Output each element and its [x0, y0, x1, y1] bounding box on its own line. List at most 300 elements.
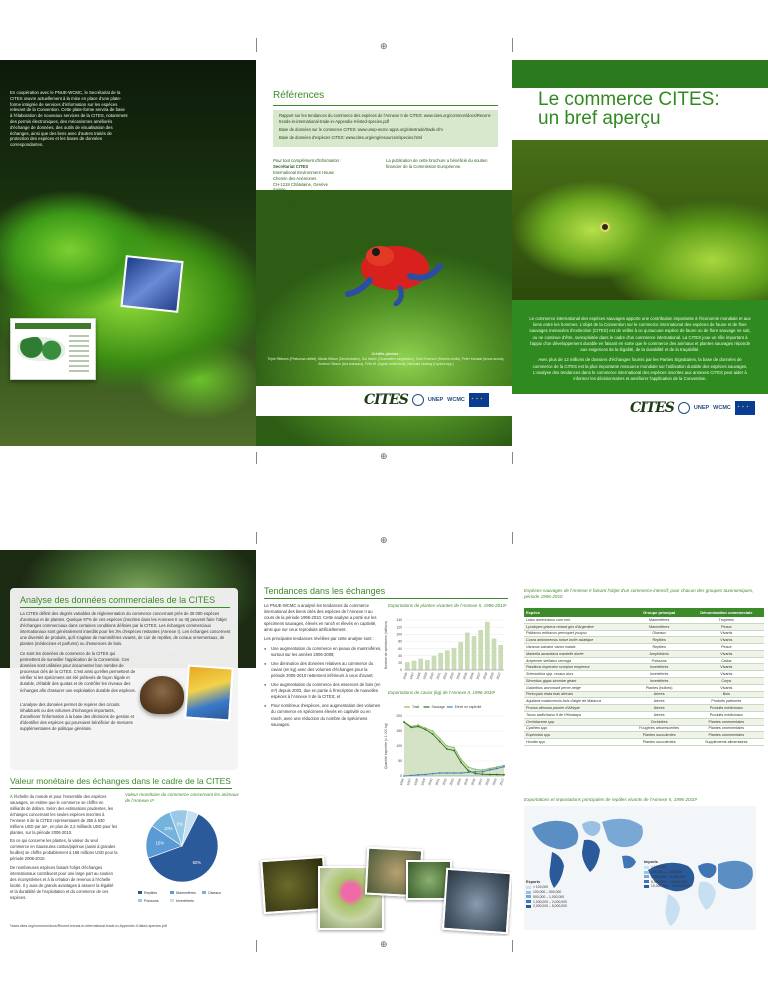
table-cell: Vivants [689, 637, 764, 644]
bar-chart-title: Exportations de plantes vivantes de l'Annexe II, 1996-2010¹ [388, 603, 507, 608]
point-Sauvage-1998 [417, 726, 419, 728]
y-tick-label: 120 [396, 625, 402, 630]
x-tick-label: 2005 [462, 671, 469, 681]
tendances-paragraph: Le PNUE-WCMC a analysé les tendances du commerce international des biens cités des espèces de l'Annexe II au cours de la période 1996-2010. Cette analyse a porté sur les spécimens sauvages, élevés en ranch et élevés en captivité, ainsi que sur ceux reproduits artificiellement. [264, 603, 377, 633]
panel-tendances [256, 550, 512, 936]
table-cell: Arbres [630, 711, 689, 718]
web-platform-screenshot [10, 318, 96, 380]
eu-flag-icon [735, 401, 755, 415]
tendances-list [264, 646, 382, 728]
divider [273, 105, 498, 106]
y-tick-label: 200 [396, 714, 402, 719]
slice-label: 62% [192, 860, 201, 866]
x-tick-label: 2008 [482, 671, 489, 681]
table-cell: Orchidées [630, 718, 689, 725]
point-Elevé en captivité-2007 [482, 771, 484, 773]
table-cell: Invertébrés [630, 678, 689, 685]
slice-label: 15% [155, 840, 165, 846]
x-tick-label: 2009 [491, 777, 498, 787]
line-chart [384, 702, 508, 792]
bar-2010 [498, 645, 503, 670]
cover-title-line: Le commerce CITES: [538, 89, 720, 110]
legend-label: 500,000 – 1,000,000 [533, 894, 565, 899]
table-cell: Prunus africana prunier d'Afrique [524, 705, 630, 712]
point-Total-2005 [467, 766, 469, 768]
table-row [524, 664, 764, 671]
un-emblem-icon [412, 394, 424, 406]
logo-strip [512, 394, 768, 424]
point-Total-2003 [453, 747, 455, 749]
pie-chart [138, 806, 238, 914]
table-cell: Vivants [689, 671, 764, 678]
list-item: ● Une augmentation du commerce en peaux de mammifères, surtout sur les années 2006-2008; [264, 646, 382, 658]
table-row [524, 630, 764, 637]
bear-photo [140, 676, 184, 714]
intro-text: En coopération avec le PNUE-WCMC, le Secrétariat de la CITES œuvre actuellement à la mise en place d'une plate-forme intégrée de services d'information sur les espèces relevant de la Convention. Cette plate-forme servira de base à l'élaboration de nouveaux services de la CITES, notamment des permis électroniques, des mécanismes améliorés d'échange de données, des outils de visualisation des échanges, ainsi que des liens avec d'autres traités de protection des espèces et les bases de données correspondantes. [10, 90, 128, 148]
photo-collage [256, 840, 512, 936]
x-tick-label: 1996 [402, 671, 409, 681]
contact-line: Secrétariat CITES [273, 163, 309, 169]
crop-tick [512, 38, 513, 52]
table-cell: Peaux [689, 644, 764, 651]
legend-swatch [138, 891, 142, 894]
legend-label: Invertébrés [176, 899, 194, 903]
table-cell: Caviar [689, 657, 764, 664]
table-cell: Psittacus erithacus perroquet youyou [524, 630, 630, 637]
photo-credits-title: Crédits photos : [371, 352, 401, 356]
table-cell: Peaux [689, 623, 764, 630]
references-box [273, 110, 498, 147]
unep-logo: UNEP [693, 405, 710, 411]
table-cell: Aquilaria malaccensis bois d'aigle de Malacca [524, 698, 630, 705]
legend-entry [526, 904, 567, 909]
cover-summary [512, 300, 768, 394]
point-Sauvage-2010 [503, 774, 505, 776]
legend-label: Mammifères [176, 891, 196, 895]
point-Sauvage-1999 [425, 729, 427, 731]
point-Sauvage-2004 [460, 762, 462, 764]
table-row [524, 637, 764, 644]
un-emblem-icon [678, 402, 690, 414]
bar-2004 [458, 642, 463, 670]
wcmc-logo: WCMC [447, 397, 465, 403]
point-Elevé en captivité-2005 [467, 772, 469, 774]
table-cell: Poissons [630, 657, 689, 664]
bar-2006 [472, 636, 477, 670]
x-tick-label: 1997 [405, 777, 413, 787]
x-tick-label: 2006 [468, 671, 475, 681]
crop-mark: ⊕ [380, 452, 388, 462]
legend-label: < 100,000 [651, 865, 667, 870]
table-cell: Invertébrés [630, 664, 689, 671]
x-tick-label: 2010 [498, 777, 505, 787]
panel-references [256, 60, 512, 446]
table-cell: Strombus gigas strombe géant [524, 678, 630, 685]
valeur-text [10, 794, 118, 904]
bar-2007 [478, 630, 483, 670]
point-Total-2002 [446, 745, 448, 747]
iguana-photo [442, 868, 512, 934]
table-cell: Trophées [689, 617, 764, 623]
table-caption: Espèces sauvages de l'Annexe II faisant l'objet d'un commerce intensif, pour chacun des groupes taxonomiques, période 1996-2010 [524, 588, 754, 599]
cover-top-bar [512, 60, 768, 88]
legend-label: 5,000,000 – 10,000,000 [651, 879, 687, 884]
x-tick-label: 2002 [441, 777, 448, 787]
legend-swatch [138, 899, 142, 902]
contact-block [273, 158, 381, 211]
y-tick-label: 20 [398, 661, 402, 666]
divider [20, 607, 230, 608]
slice-label: 8% [176, 821, 183, 827]
list-item: ● Pour nombreux d'espèces, une augmentation des volumes du commerce en spécimens élevés en captivité ou en ranch, avec une réduction du nombre de spécimens sauvages. [264, 703, 382, 727]
x-tick-label: 2008 [484, 777, 491, 787]
y-tick-label: 50 [398, 759, 402, 764]
table-cell: Lotus americanus cum noir [524, 617, 630, 623]
bar-2008 [485, 622, 490, 670]
x-tick-label: 2003 [448, 671, 455, 681]
table-header-row [524, 608, 764, 617]
table-cell: Bois [689, 691, 764, 698]
maps-caption: Exportations et importations principales de reptiles vivants de l'Annexe II, 1996-2010¹ [524, 797, 698, 802]
table-cell: Pericopsis elata teak africain [524, 691, 630, 698]
reference-trade-db[interactable]: Base de données sur le commerce CITES: www.unep-wcmc-apps.org/citestrade/trade.cfm [279, 127, 443, 133]
legend-label: Total [412, 705, 420, 710]
list-item: ● Une augmentation du commerce des essences de bois (en m³) depuis 2003, due en partie à l'inscription de nouvelles espèces à l'Annexe II de la CITES; et [264, 682, 382, 700]
table-cell: Pandinus imperator scorpion empereur [524, 664, 630, 671]
parrot-photo [184, 664, 234, 721]
point-Elevé en captivité-2000 [432, 773, 434, 775]
point-Sauvage-2001 [439, 741, 441, 743]
table-row [524, 725, 764, 732]
table-cell: Varanus salvator varan malais [524, 644, 630, 651]
analyse-paragraph: Ce sont les données de commerce de la CITES qui permettent de surveiller l'application de la Convention. Ces données sont utilisées pour documenter bon nombre de processus clés de la CITES. C'est ainsi qu'elles permettent de vérifier si les spécimens ont été prélevés de façon légale et durable, d'établir des quotas et de contrôler les niveaux des échanges afin d'assurer une exploitation durable des espèces. [20, 651, 136, 693]
logo-row [630, 400, 755, 416]
table-cell: Plantes succulentes [630, 739, 689, 746]
table-cell: Plantes ornementales [689, 732, 764, 739]
table-row [524, 705, 764, 712]
point-Elevé en captivité-2001 [439, 772, 441, 774]
tendances-text [264, 603, 382, 731]
footnote[interactable]: ¹www.cites.org/common/docs/Recent-trends-in-international-trade-in-Appendix-II-listed-species.pdf [10, 924, 167, 928]
photo-credits [264, 352, 508, 367]
x-tick-label: 2001 [435, 671, 442, 681]
table-cell: Produits parfumés [689, 698, 764, 705]
table-cell: Hoodia spp. [524, 739, 630, 746]
table-cell: Plantes ornementales [689, 725, 764, 732]
x-tick-label: 2002 [442, 671, 449, 681]
y-axis-label: Nombre de spécimens (millions) [384, 620, 388, 670]
y-tick-label: 40 [398, 653, 402, 658]
crop-tick [512, 532, 513, 544]
table-cell: Mantella aurantiaca mantelle dorée [524, 650, 630, 657]
imports-legend-title: Imports [644, 860, 658, 864]
reference-species-db[interactable]: Base de données d'espèces CITES: www.cites.org/eng/resources/species.html [279, 135, 422, 141]
y-tick-label: 100 [396, 632, 402, 637]
chameleon-inset-photo [120, 255, 183, 313]
point-Elevé en captivité-2010 [503, 766, 505, 768]
point-Sauvage-2006 [475, 773, 477, 775]
legend-label: < 100,000 [533, 885, 549, 890]
table-cell: Plantes ornementales [689, 718, 764, 725]
point-Sauvage-2009 [496, 774, 498, 776]
table-row [524, 718, 764, 725]
panel-analyse [0, 550, 256, 936]
y-tick-label: 150 [396, 729, 402, 734]
bar-2005 [465, 633, 470, 671]
point-Total-2000 [432, 730, 434, 732]
area-total [404, 722, 504, 776]
divider [10, 788, 232, 789]
table-cell: Vivants [689, 664, 764, 671]
valeur-paragraph: En ce qui concerne les plantes, la valeur du seul commerce en Saussurea costus/piprinus (aussi à grandes feuilles) se chiffre probablement à 168 millions USD pour la période 2006-2010. [10, 838, 118, 862]
table-cell: Vivants [689, 684, 764, 691]
table-cell: Reptiles [630, 644, 689, 651]
table-cell: Produits médicinaux [689, 711, 764, 718]
table-cell: Euphorbia spp. [524, 732, 630, 739]
table-cell: Plantes succulentes [630, 732, 689, 739]
unep-logo: UNEP [427, 397, 444, 403]
cover-paragraph: Avec plus de 12 millions de dossiers d'échanges fournis par les Parties Signataires, la base de données de commerce de la CITES est la plus importante ressource mondiale sur l'utilisation durable des espèces sauvages. L'analyse des tendances dans le commerce international des espèces inscrites aux annexes CITES peut aider à informer les décisionnaires et améliorer l'application de la Convention. [532, 357, 748, 381]
table-cell: Taxus wallichiana If de l'Himalaya [524, 711, 630, 718]
legend-swatch [170, 891, 174, 894]
crop-tick [256, 532, 257, 544]
point-Sauvage-2005 [467, 770, 469, 772]
table-cell: Cyathea spp. [524, 725, 630, 732]
point-Sauvage-2003 [453, 750, 455, 752]
photo-credits-text: Triple Ribbons (Phelsuma rattleii), Nikola Wilson (Dendrobates), Gui Martin (Chamaeleo calyptratus), Todd Emerson (Morelia viridis), Peter Kamaal (Ursus arctos), Andrew Gibson (Ara ararauna), Felix W. (Agave americana), Nicholas Lindsay (Cyclura spp.) [267, 357, 505, 366]
pie-caption: Valeur monétaire du commerce concernant les animaux de l'Annexe II¹ [125, 792, 239, 803]
column-header: Groupe principal [630, 608, 689, 617]
y-tick-label: 60 [398, 646, 402, 651]
analyse-paragraph: L'analyse des données permet de repérer des circuits inhabituels ou des volumes d'échanges importants, d'améliorer l'information à la base des décisions de gestion et d'identifier des espèces qui pourraient bénéficier de mesures supplémentaires de politique générale. [20, 702, 135, 732]
crop-tick [512, 940, 513, 952]
valeur-title: Valeur monétaire des échanges dans le cadre de la CITES [10, 776, 231, 786]
world-maps [524, 806, 756, 930]
tendances-title: Tendances dans les échanges [264, 586, 386, 596]
table-cell: Orchidaceae spp. [524, 718, 630, 725]
cites-logo: CITES [630, 400, 674, 416]
y-tick-label: 0 [400, 668, 402, 673]
screenshot-header [15, 323, 91, 329]
eu-flag-icon [469, 393, 489, 407]
point-Elevé en captivité-2008 [489, 769, 491, 771]
legend-label: 100,000 – 500,000 [533, 890, 562, 895]
references-title: Références [273, 90, 325, 101]
table-cell: Cuora amboinensis tortue boîte asiatique [524, 637, 630, 644]
x-tick-label: 2003 [448, 777, 455, 787]
valeur-paragraph: De nombreuses espèces faisant l'objet d'échanges internationaux contribuent pour une large part au soutien des écosystèmes et à la création de revenus à l'échelle locale. Il y aura de grands avantages à assurer la légalité et la durabilité de l'exploitation et du commerce de ces espèces. [10, 865, 114, 900]
point-Total-2004 [460, 759, 462, 761]
table-cell: Corps [689, 678, 764, 685]
legend-swatch [202, 891, 206, 894]
screenshot-map [17, 337, 65, 361]
contact-line: Suisse [273, 187, 286, 193]
point-Total-2006 [475, 769, 477, 771]
table-cell: Mammifères [630, 623, 689, 630]
point-Elevé en captivité-2004 [460, 772, 462, 774]
point-Sauvage-2008 [489, 774, 491, 776]
table-row [524, 711, 764, 718]
logo-row [364, 392, 489, 408]
contact-line: Tel: +41-(0)22-917-81-39/40 [273, 193, 326, 199]
table-row [524, 671, 764, 678]
x-tick-label: 2001 [434, 777, 441, 787]
crop-mark: ⊕ [380, 42, 388, 52]
x-tick-label: 2004 [455, 777, 463, 787]
crop-tick [256, 940, 257, 952]
table-cell: Arbres [630, 705, 689, 712]
point-Elevé en captivité-2002 [446, 772, 448, 774]
snake-eye [600, 222, 610, 232]
crop-tick [512, 452, 513, 464]
table-row [524, 739, 764, 746]
legend-label: Poissons [144, 899, 159, 903]
table-cell: Arbres [630, 691, 689, 698]
bar-1999 [425, 660, 430, 670]
bar-1996 [405, 662, 410, 670]
reference-rapport[interactable]: Rapport sur les tendances du commerce des espèces de l'Annexe II de CITES: www.cites.org/common/docs/Recent-trends-in-international-trade-in-Appendix-II-listed-species.pdf [279, 113, 492, 125]
wcmc-logo: WCMC [713, 405, 731, 411]
bar-2009 [492, 639, 497, 670]
point-Sauvage-2000 [432, 733, 434, 735]
species-table [524, 608, 764, 746]
table-cell: Vivants [689, 650, 764, 657]
legend-entry [644, 884, 689, 889]
valeur-paragraph: À l'échelle du monde et pour l'ensemble des espèces sauvages, on estime que le commerce se chiffre en milliards de dollars. Selon des estimations prudentes, les échanges concernant les seules espèces inscrites à l'Annexe II de la CITES représentaient de 355 à 530 millions USD par an¹, en plus de 2,2 milliards USD pour les plantes, sur la période 2006-2010. [10, 794, 118, 835]
logo-strip [256, 386, 512, 416]
panel-species-table [512, 550, 768, 936]
x-tick-label: 2007 [477, 777, 484, 787]
point-Total-2001 [439, 738, 441, 740]
table-cell: Mammifères [630, 617, 689, 623]
crop-tick [256, 452, 257, 464]
legend-label: 1,000,000 – 2,000,000 [533, 899, 567, 904]
point-Sauvage-2002 [446, 748, 448, 750]
table-cell: Suppléments alimentaires [689, 739, 764, 746]
snake-photo [512, 140, 768, 300]
table-row [524, 684, 764, 691]
legend-label: 1,000,000 – 5,000,000 [651, 874, 685, 879]
contact-line: Fax: +41-(0)22-797-34-17 [273, 199, 322, 205]
cover-title [538, 90, 720, 129]
x-tick-label: 2006 [470, 777, 477, 787]
legend-label: 100,000 – 1,000,000 [651, 870, 683, 875]
table-body [524, 617, 764, 745]
table-cell: Oiseaux [630, 630, 689, 637]
table-cell: Lycalopex griseus renard gris d'Argentine [524, 623, 630, 630]
contact-line: CH-1219 Châtelaine, Genève [273, 181, 328, 187]
contact-line: Pour tout complément d'information : [273, 158, 342, 163]
exports-legend [526, 880, 567, 909]
point-Elevé en captivité-2003 [453, 772, 455, 774]
table-row [524, 623, 764, 630]
x-tick-label: 2000 [428, 671, 435, 681]
crop-mark: ⊕ [380, 536, 388, 546]
point-Elevé en captivité-2009 [496, 768, 498, 770]
point-Elevé en captivité-1998 [417, 774, 419, 776]
line-chart-title: Exportations de caviar (kg) de l'Annexe II, 1996-2010¹ [388, 690, 496, 695]
table-cell: Galanthus woronowii perce-neige [524, 684, 630, 691]
column-header: Espèce [524, 608, 630, 617]
table-row [524, 698, 764, 705]
y-axis-label: Quantité exportée (x 1 000 kg) [384, 723, 388, 769]
table-row [524, 678, 764, 685]
screenshot-sidebar [69, 335, 89, 373]
column-header: Dénomination commerciale [689, 608, 764, 617]
x-tick-label: 2007 [475, 671, 482, 681]
legend-label: Elevé en captivité [454, 705, 482, 710]
x-tick-label: 2005 [463, 777, 470, 787]
exports-legend-title: Exports [526, 880, 541, 884]
x-tick-label: 1996 [398, 777, 405, 787]
table-row [524, 644, 764, 651]
contact-email[interactable]: Email: info@cites.org [273, 205, 313, 210]
legend-label: 2,000,000 – 5,000,000 [533, 904, 567, 909]
table-cell: Produits médicinaux [689, 705, 764, 712]
table-cell: Plantes (bulbes) [630, 684, 689, 691]
point-Elevé en captivité-1999 [425, 774, 427, 776]
point-Total-2007 [482, 769, 484, 771]
analyse-paragraph: La CITES définit des degrés variables de réglementation du commerce concernant près de 35 000 espèces d'animaux et de plantes. Quelque 97% de ces espèces (inscrites dans les Annexes II ou III) peuvent faire l'objet d'échanges commerciaux dans certaines conditions définies par la CITES. Les échanges commerciaux internationaux sont généralement interdits pour les 3% d'espèces restantes (Annexe I). Les échanges concernent une diversité de produits, qu'il s'agisse de mammifères vivants, de cuir de reptiles, de coraux ornementaux, de plantes (médecines et parfums) ou d'essences de bois. [20, 611, 231, 647]
x-tick-label: 1998 [415, 671, 422, 681]
table-cell: Amphibiens [630, 650, 689, 657]
analyse-title: Analyse des données commerciales de la CITES [20, 595, 216, 605]
legend-label: 10,000,000 – 15,000,000 [651, 884, 689, 889]
x-tick-label: 1999 [420, 777, 427, 787]
contact-line: Chemin des Anémones [273, 175, 317, 181]
cover-paragraph: Le commerce international des espèces sauvages apporte une contribution importante à l'économie mondiale et aux liens entre les hommes. L'objet de la Convention sur le commerce international des espèces de faune et de flore sauvages menacées d'extinction (CITES) est de veiller à ce qu'aucune espèce de faune ou de flore sauvage ne soit, ou ne continue d'être, surexploitée dans le cadre d'un commerce international. La CITES joue un rôle important à l'appui d'un développement durable en faisant en sorte que le commerce des animaux et plantes sauvages réponde aux exigences de la légalité, de la durabilité et de la traçabilité. [529, 316, 751, 353]
x-tick-label: 2000 [427, 777, 434, 787]
table-cell: Arbres [630, 698, 689, 705]
y-tick-label: 100 [396, 744, 402, 749]
point-Sauvage-2007 [482, 773, 484, 775]
bar-2001 [438, 653, 443, 670]
cover-title-line: un bref aperçu [538, 108, 661, 130]
x-tick-label: 1998 [413, 777, 420, 787]
table-cell: Vivants [689, 630, 764, 637]
table-cell: Reptiles [630, 637, 689, 644]
tendances-paragraph: Les principales tendances révélées par cette analyse sont : [264, 636, 374, 642]
funding-note: La publication de cette brochure a bénéficié du soutien financier de la Commission Européenne. [386, 158, 488, 169]
y-tick-label: 80 [398, 639, 402, 644]
bar-2002 [445, 650, 450, 670]
x-tick-label: 2004 [455, 671, 462, 681]
imports-legend [644, 860, 689, 889]
legend-label: Reptiles [144, 891, 157, 895]
bar-2003 [452, 648, 457, 670]
divider [264, 598, 508, 599]
x-tick-label: 2010 [495, 671, 502, 681]
list-item: ● Une diminution des données relatives au commerce du caviar (en kg) avec des volumes d'échanges pour la période 2005-2010 nettement inférieurs à ceux d'avant; [264, 661, 382, 679]
bar-1997 [412, 661, 417, 670]
table-cell: Scleractinia spp. coraux durs [524, 671, 630, 678]
table-row [524, 657, 764, 664]
cites-logo: CITES [364, 392, 408, 408]
contact-line: International Environment House [273, 169, 334, 175]
bar-2000 [432, 656, 437, 670]
table-cell: Fougères arborescentes [630, 725, 689, 732]
bar-1998 [418, 659, 423, 670]
table-cell: Acipenser stellatus sevruga [524, 657, 630, 664]
legend-label: Oiseaux [208, 891, 222, 895]
y-tick-label: 140 [396, 618, 402, 623]
point-Elevé en captivité-2006 [475, 771, 477, 773]
bar-chart [384, 616, 508, 686]
panel-cover [512, 60, 768, 446]
table-row [524, 691, 764, 698]
slice-label: 10% [164, 825, 173, 831]
x-tick-label: 1997 [408, 671, 415, 681]
